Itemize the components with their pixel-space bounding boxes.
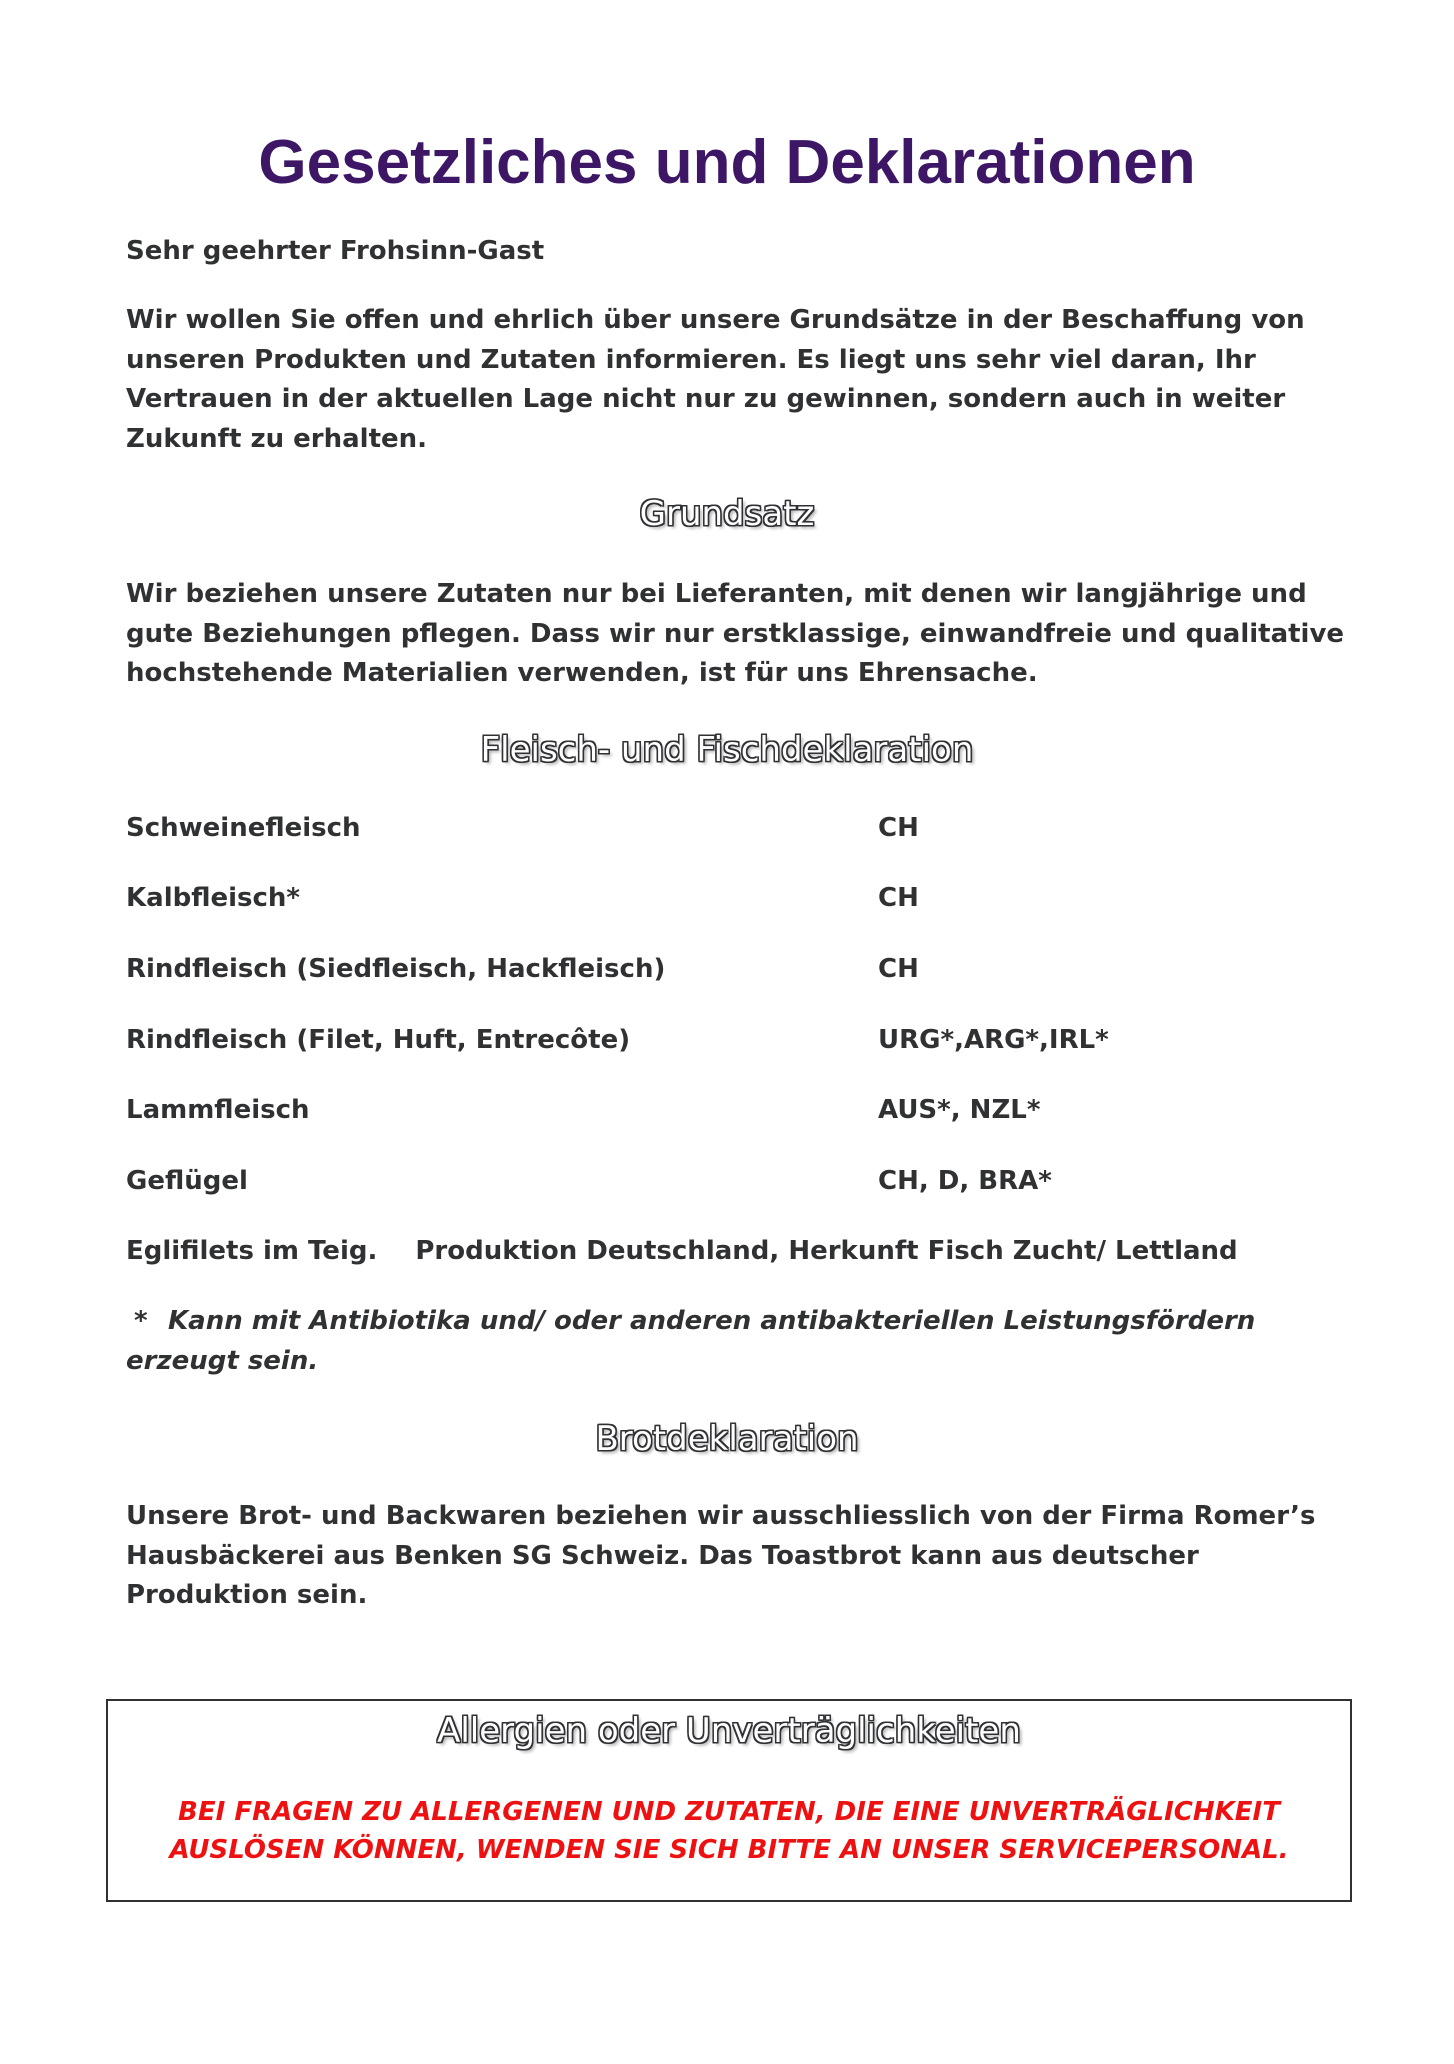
declaration-origin: CH, D, BRA* — [878, 1166, 1052, 1196]
allergy-heading: Allergien oder Unverträglichkeiten — [437, 1711, 1021, 1751]
declaration-row — [126, 949, 1356, 989]
declaration-item: Lammfleisch — [126, 1095, 310, 1125]
declaration-row — [126, 1161, 1356, 1201]
footnote-text: Kann mit Antibiotika und/ oder anderen antibakteriellen Leistungsfördern erzeugt sein. — [126, 1306, 1256, 1376]
greeting: Sehr geehrter Frohsinn-Gast — [126, 236, 545, 266]
declaration-origin: CH — [878, 813, 919, 843]
grundsatz-paragraph: Wir beziehen unsere Zutaten nur bei Lieferanten, mit denen wir langjährige und gute Beziehungen pflegen. Dass wir nur erstklassige, einwandfreie und qualitative hochstehende Materialien verwenden, ist für uns Ehrensache. — [126, 579, 1345, 688]
antibiotics-footnote — [126, 1302, 1356, 1381]
grundsatz-heading: Grundsatz — [639, 494, 815, 534]
declaration-item: Kalbfleisch* — [126, 883, 301, 913]
declaration-origin: URG*,ARG*,IRL* — [878, 1025, 1109, 1055]
allergy-notice-box — [106, 1699, 1352, 1902]
declaration-item: Geflügel — [126, 1166, 248, 1196]
intro-paragraph: Wir wollen Sie offen und ehrlich über unsere Grundsätze in der Beschaffung von unseren Produkten und Zutaten informieren. Es liegt uns sehr viel daran, Ihr Vertrauen in der aktuellen Lage nicht nur zu gewinnen, sondern auch in weiter Zukunft zu erhalten. — [126, 305, 1305, 454]
declaration-origin: CH — [878, 883, 919, 913]
declaration-item: Rindfleisch (Filet, Huft, Entrecôte) — [126, 1025, 631, 1055]
declaration-item: Schweinefleisch — [126, 813, 361, 843]
declaration-row — [126, 808, 1356, 848]
declaration-row — [126, 1090, 1356, 1130]
allergy-warning: BEI FRAGEN ZU ALLERGENEN UND ZUTATEN, DIE EINE UNVERTRÄGLICHKEIT AUSLÖSEN KÖNNEN, WENDEN SIE SICH BITTE AN UNSER SERVICEPERSONAL. — [169, 1797, 1289, 1865]
declaration-origin: CH — [878, 954, 919, 984]
declaration-row — [126, 1020, 1356, 1060]
egli-origin: Produktion Deutschland, Herkunft Fisch Zucht/ Lettland — [415, 1236, 1238, 1266]
declaration-row — [126, 878, 1356, 918]
fleisch-heading: Fleisch- und Fischdeklaration — [480, 730, 974, 770]
egli-declaration-row — [126, 1231, 1366, 1271]
egli-item: Eglifilets im Teig. — [126, 1236, 378, 1266]
brot-paragraph: Unsere Brot- und Backwaren beziehen wir ausschliesslich von der Firma Romer’s Hausbäckerei aus Benken SG Schweiz. Das Toastbrot kann aus deutscher Produktion sein. — [126, 1501, 1316, 1610]
declaration-origin: AUS*, NZL* — [878, 1095, 1041, 1125]
declaration-item: Rindfleisch (Siedfleisch, Hackfleisch) — [126, 954, 666, 984]
footnote-asterisk: * — [134, 1306, 148, 1336]
brot-heading: Brotdeklaration — [595, 1419, 859, 1459]
page-title: Gesetzliches und Deklarationen — [258, 128, 1196, 197]
